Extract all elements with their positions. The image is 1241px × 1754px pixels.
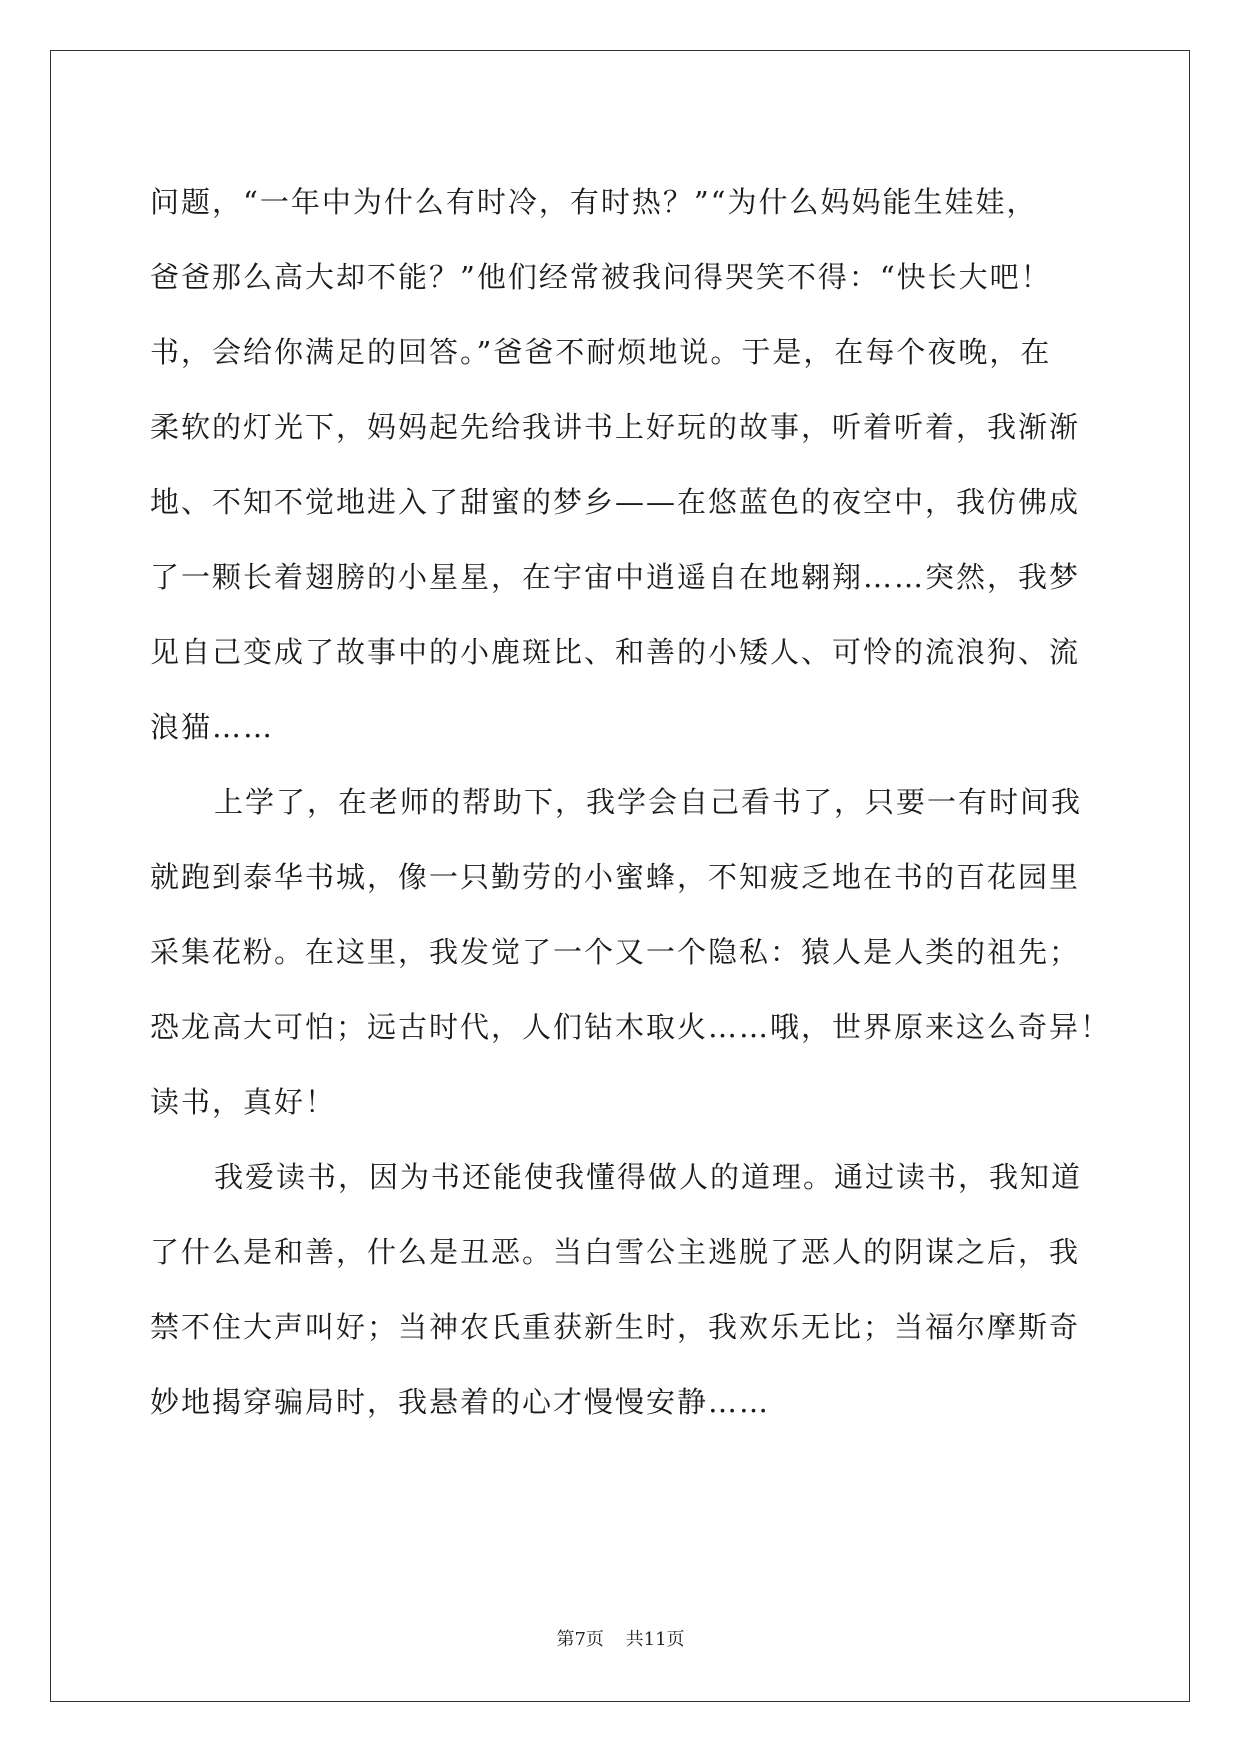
text-line: 爸爸那么高大却不能？”他们经常被我问得哭笑不得：“快长大吧！: [150, 260, 1052, 294]
document-body: [150, 165, 1112, 1440]
text-line: 了什么是和善，什么是丑恶。当白雪公主逃脱了恶人的阴谋之后，我: [150, 1235, 1081, 1269]
page-total: 共11页: [625, 1629, 685, 1650]
text-line: 问题，“一年中为什么有时冷，有时热？”“为什么妈妈能生娃娃，: [150, 185, 1038, 219]
page-footer: [0, 1625, 1241, 1651]
text-line: 恐龙高大可怕；远古时代，人们钻木取火……哦，世界原来这么奇异！: [150, 1010, 1112, 1044]
text-line: 书，会给你满足的回答。”爸爸不耐烦地说。于是，在每个夜晚，在: [150, 335, 1052, 369]
text-line: 读书，真好！: [150, 1085, 337, 1119]
text-line: 就跑到泰华书城，像一只勤劳的小蜜蜂，不知疲乏地在书的百花园里: [150, 860, 1081, 894]
text-line: 见自己变成了故事中的小鹿斑比、和善的小矮人、可怜的流浪狗、流: [150, 635, 1081, 669]
text-line: 了一颗长着翅膀的小星星，在宇宙中逍遥自在地翱翔……突然，我梦: [150, 560, 1081, 594]
text-line: 妙地揭穿骗局时，我悬着的心才慢慢安静……: [150, 1385, 771, 1419]
page-number: 第7页: [556, 1629, 604, 1650]
text-line: 地、不知不觉地进入了甜蜜的梦乡——在悠蓝色的夜空中，我仿佛成: [150, 485, 1081, 519]
text-line: 浪猫……: [150, 710, 275, 744]
text-line: 禁不住大声叫好；当神农氏重获新生时，我欢乐无比；当福尔摩斯奇: [150, 1310, 1081, 1344]
paragraph-first-line: 上学了，在老师的帮助下，我学会自己看书了，只要一有时间我: [214, 785, 1083, 819]
paragraph-first-line: 我爱读书，因为书还能使我懂得做人的道理。通过读书，我知道: [214, 1160, 1083, 1194]
text-line: 采集花粉。在这里，我发觉了一个又一个隐私：猿人是人类的祖先；: [150, 935, 1081, 969]
text-line: 柔软的灯光下，妈妈起先给我讲书上好玩的故事，听着听着，我渐渐: [150, 410, 1081, 444]
